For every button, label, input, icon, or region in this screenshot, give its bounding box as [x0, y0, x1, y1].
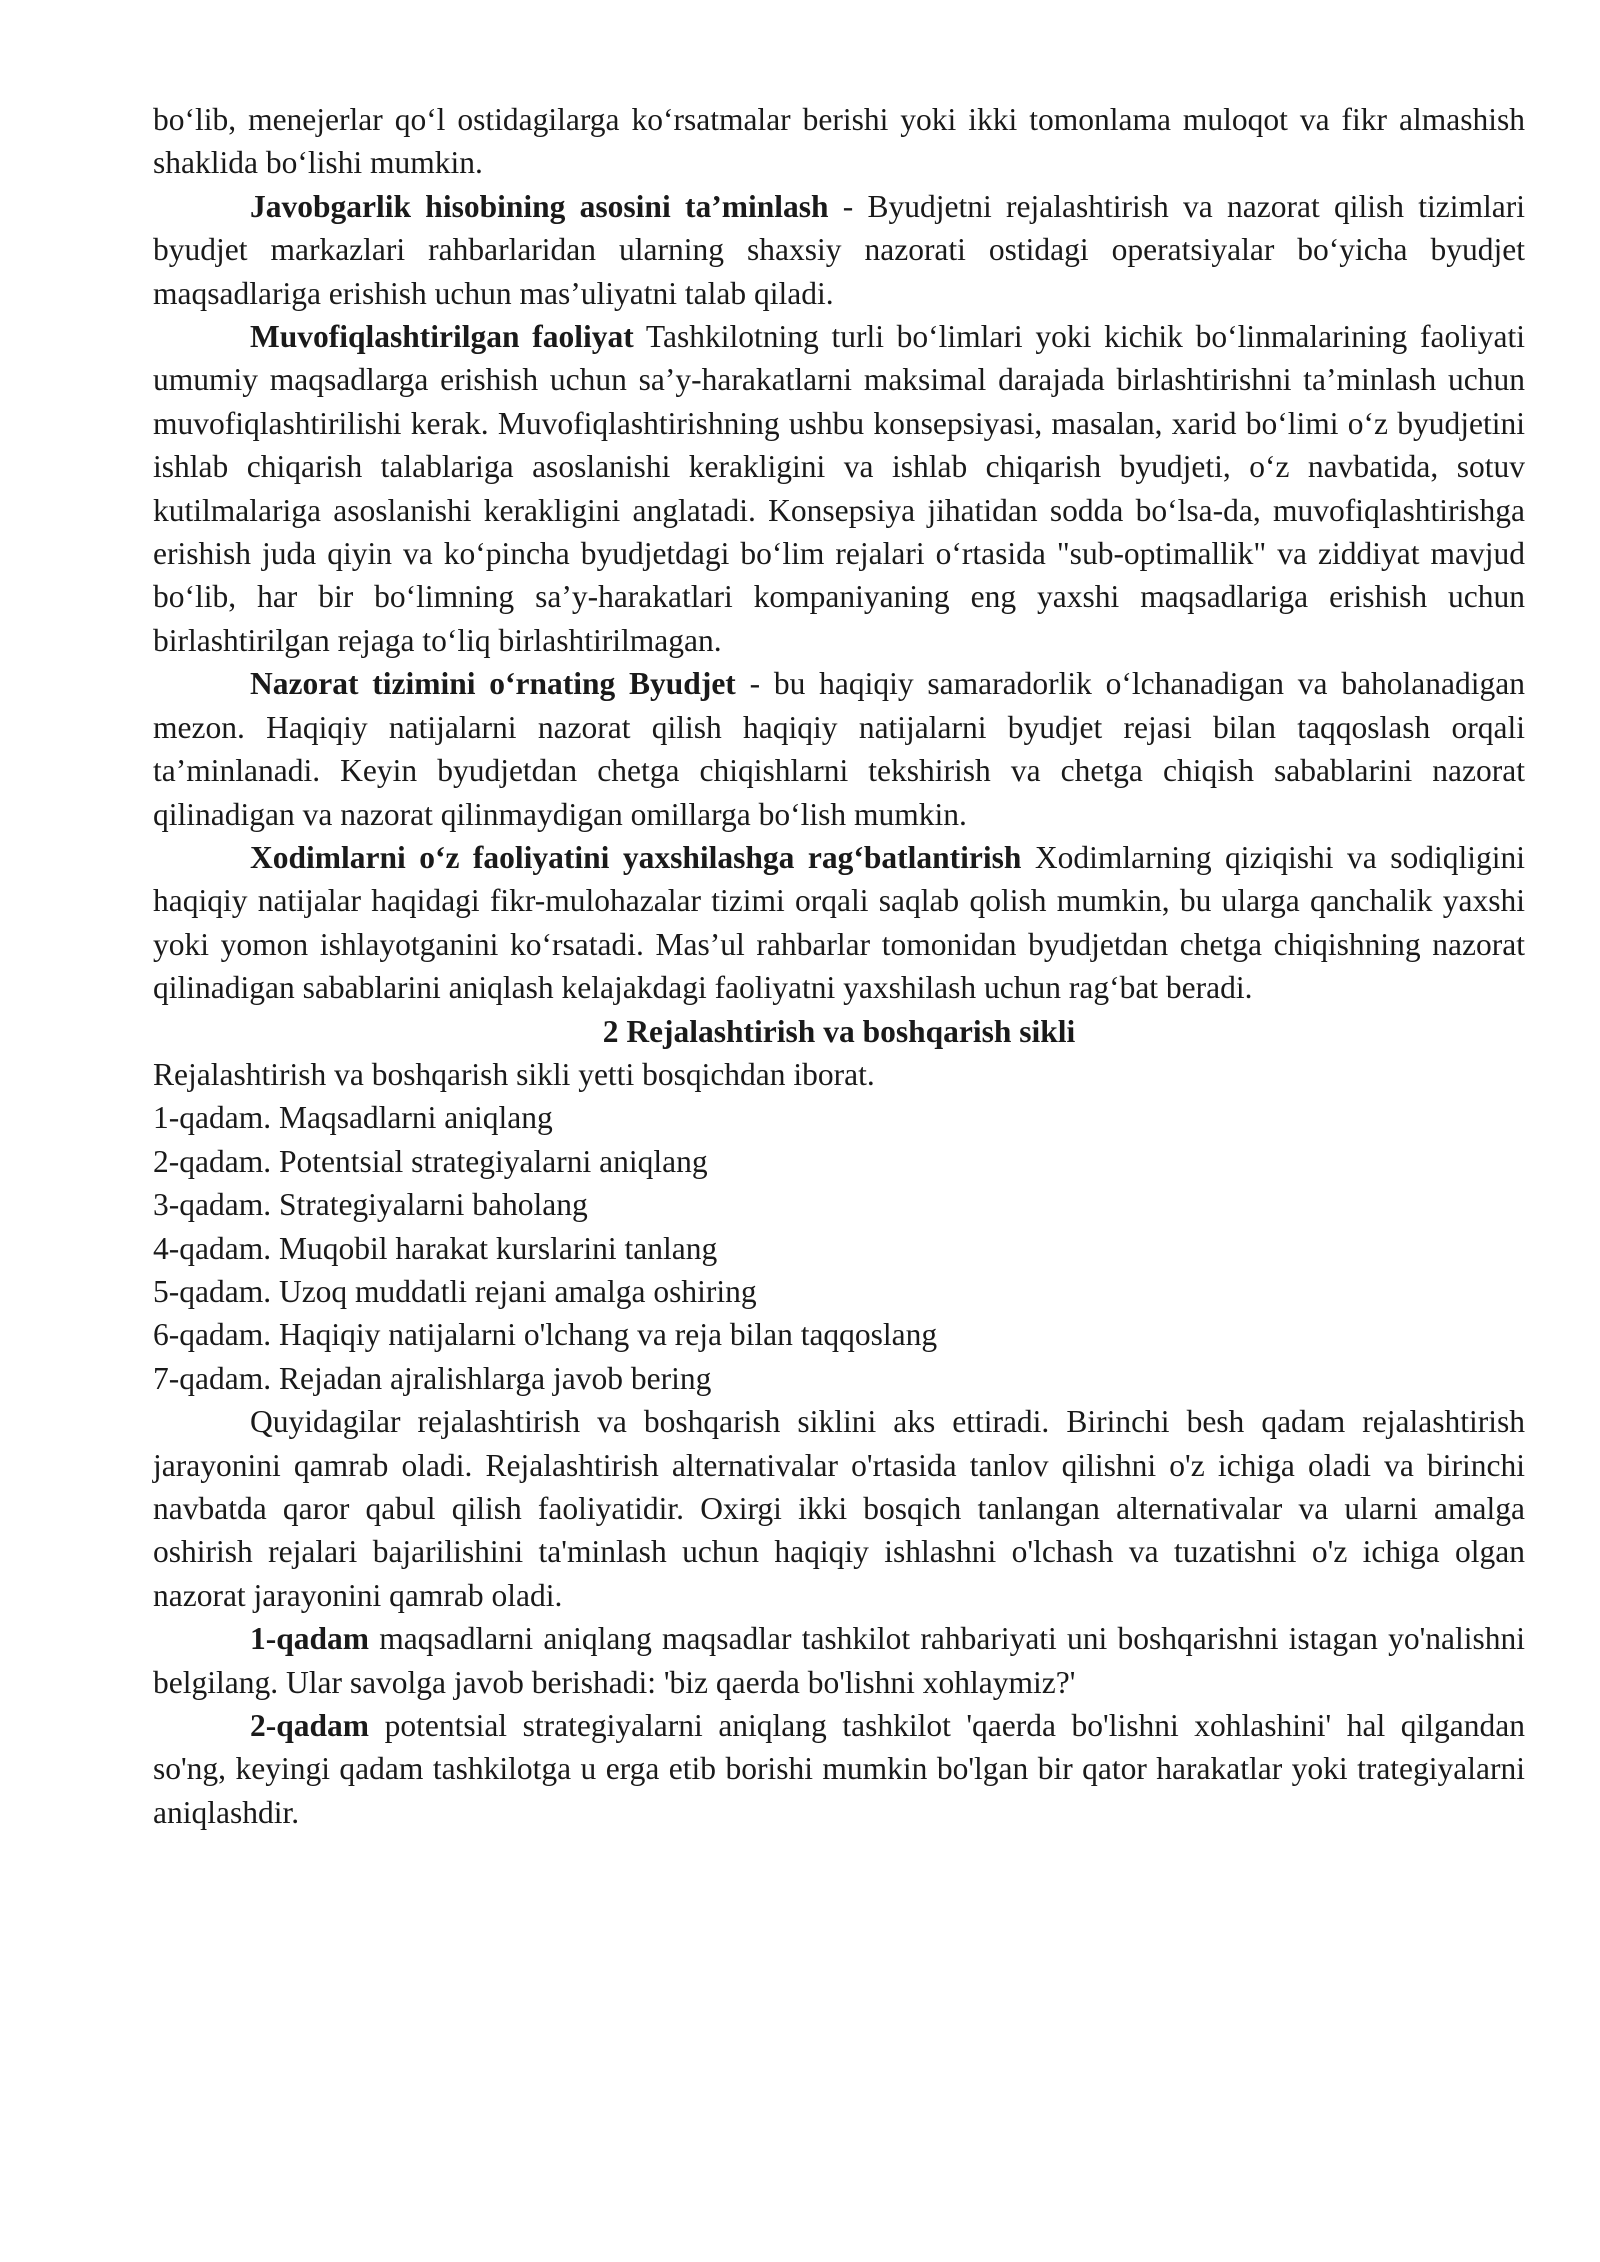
step-item: 4-qadam. Muqobil harakat kurslarini tanlang: [153, 1230, 718, 1266]
cycle-intro: Rejalashtirish va boshqarish sikli yetti bosqichdan iborat.: [153, 1056, 875, 1092]
paragraph-motivation: [153, 836, 1525, 1010]
paragraph-cycle-summary: Quyidagilar rejalashtirish va boshqarish siklini aks ettiradi. Birinchi besh qadam rejalashtirish jarayonini qamrab oladi. Rejalashtirish alternativalar o'rtasida tanlov qilishni o'z ichiga oladi va birinchi navbatda qaror qabul qilish faoliyatidir. Oxirgi ikki bosqich tanlangan alternativalar va ularni amalga oshirish rejalari bajarilishini ta'minlash uchun haqiqiy ishlashni o'lchash va tuzatishni o'z ichiga olgan nazorat jarayonini qamrab oladi.: [153, 1404, 1525, 1613]
paragraph-body: Xodimlarning qiziqishi va sodiqligini haqiqiy natijalar haqidagi fikr-mulohazalar tizimi orqali saqlab qolish mumkin, bu ularga qanchalik yaxshi yoki yomon ishlayotganini ko‘rsatadi. Mas’ul rahbarlar tomonidan byudjetdan chetga chiqishning nazorat qilinadigan sabablarini aniqlash kelajakdagi faoliyatni yaxshilash uchun rag‘bat beradi.: [153, 839, 1525, 1006]
step-item: 1-qadam. Maqsadlarni aniqlang: [153, 1100, 553, 1136]
paragraph-term: Muvofiqlashtirilgan faoliyat: [250, 319, 634, 355]
step-item: 5-qadam. Uzoq muddatli rejani amalga oshiring: [153, 1273, 757, 1309]
paragraph-control-system: [153, 662, 1525, 836]
paragraph-body: - Byudjetni rejalashtirish va nazorat qilish tizimlari byudjet markazlari rahbarlaridan ularning shaxsiy nazorati ostidagi operatsiyalar bo‘yicha byudjet maqsadlariga erishish uchun mas’uliyatni talab qiladi.: [153, 188, 1526, 311]
paragraph-body: maqsadlarni aniqlang maqsadlar tashkilot rahbariyati uni boshqarishni istagan yo'nalishni belgilang. Ular savolga javob berishadi: 'biz qaerda bo'lishni xohlaymiz?': [153, 1621, 1525, 1700]
paragraph-coordination: [153, 315, 1525, 662]
paragraph-step-2: [153, 1704, 1525, 1834]
step-item: 6-qadam. Haqiqiy natijalarni o'lchang va reja bilan taqqoslang: [153, 1317, 938, 1353]
step-item: 2-qadam. Potentsial strategiyalarni aniqlang: [153, 1143, 708, 1179]
paragraph-body: - bu haqiqiy samaradorlik o‘lchanadigan va baholanadigan mezon. Haqiqiy natijalarni nazorat qilish haqiqiy natijalarni byudjet rejasi bilan taqqoslash orqali ta’minlanadi. Keyin byudjetdan chetga chiqishlarni tekshirish va chetga chiqish sabablarini nazorat qilinadigan va nazorat qilinmaydigan omillarga bo‘lish mumkin.: [153, 666, 1525, 832]
step-item: 7-qadam. Rejadan ajralishlarga javob bering: [153, 1360, 712, 1396]
paragraph-term: 1-qadam: [250, 1621, 370, 1657]
document-page: [153, 98, 1525, 1834]
paragraph-continuation: bo‘lib, menejerlar qo‘l ostidagilarga ko‘rsatmalar berishi yoki ikki tomonlama muloqot va fikr almashish shaklida bo‘lishi mumkin.: [153, 102, 1525, 181]
step-item: 3-qadam. Strategiyalarni baholang: [153, 1187, 588, 1223]
paragraph-term: 2-qadam: [250, 1708, 370, 1744]
paragraph-body: Tashkilotning turli bo‘limlari yoki kichik bo‘linmalarining faoliyati umumiy maqsadlarga erishish uchun sa’y-harakatlarni maksimal darajada birlashtirishni ta’minlash uchun muvofiqlashtirilishi kerak. Muvofiqlashtirishning ushbu konsepsiyasi, masalan, xarid bo‘limi o‘z byudjetini ishlab chiqarish talablariga asoslanishi kerakligini va ishlab chiqarish byudjeti, o‘z navbatida, sotuv kutilmalariga asoslanishi kerakligini anglatadi. Konsepsiya jihatidan sodda bo‘lsa-da, muvofiqlashtirishga erishish juda qiyin va ko‘pincha byudjetdagi bo‘lim rejalari o‘rtasida "sub-optimallik" va ziddiyat mavjud bo‘lib, har bir bo‘limning sa’y-harakatlari kompaniyaning eng yaxshi maqsadlariga erishish uchun birlashtirilgan rejaga to‘liq birlashtirilmagan.: [153, 319, 1525, 658]
paragraph-term: Javobgarlik hisobining asosini ta’minlash: [250, 188, 829, 224]
paragraph-term: Nazorat tizimini o‘rnating Byudjet: [250, 666, 736, 702]
section-heading: 2 Rejalashtirish va boshqarish sikli: [602, 1013, 1076, 1049]
paragraph-step-1: [153, 1617, 1525, 1704]
paragraph-body: potentsial strategiyalarni aniqlang tashkilot 'qaerda bo'lishni xohlashini' hal qilgandan so'ng, keyingi qadam tashkilotga u erga etib borishi mumkin bo'lgan bir qator harakatlar yoki trategiyalarni aniqlashdir.: [153, 1708, 1525, 1830]
paragraph-term: Xodimlarni o‘z faoliyatini yaxshilashga rag‘batlantirish: [250, 839, 1022, 875]
paragraph-accountability: [153, 185, 1525, 315]
